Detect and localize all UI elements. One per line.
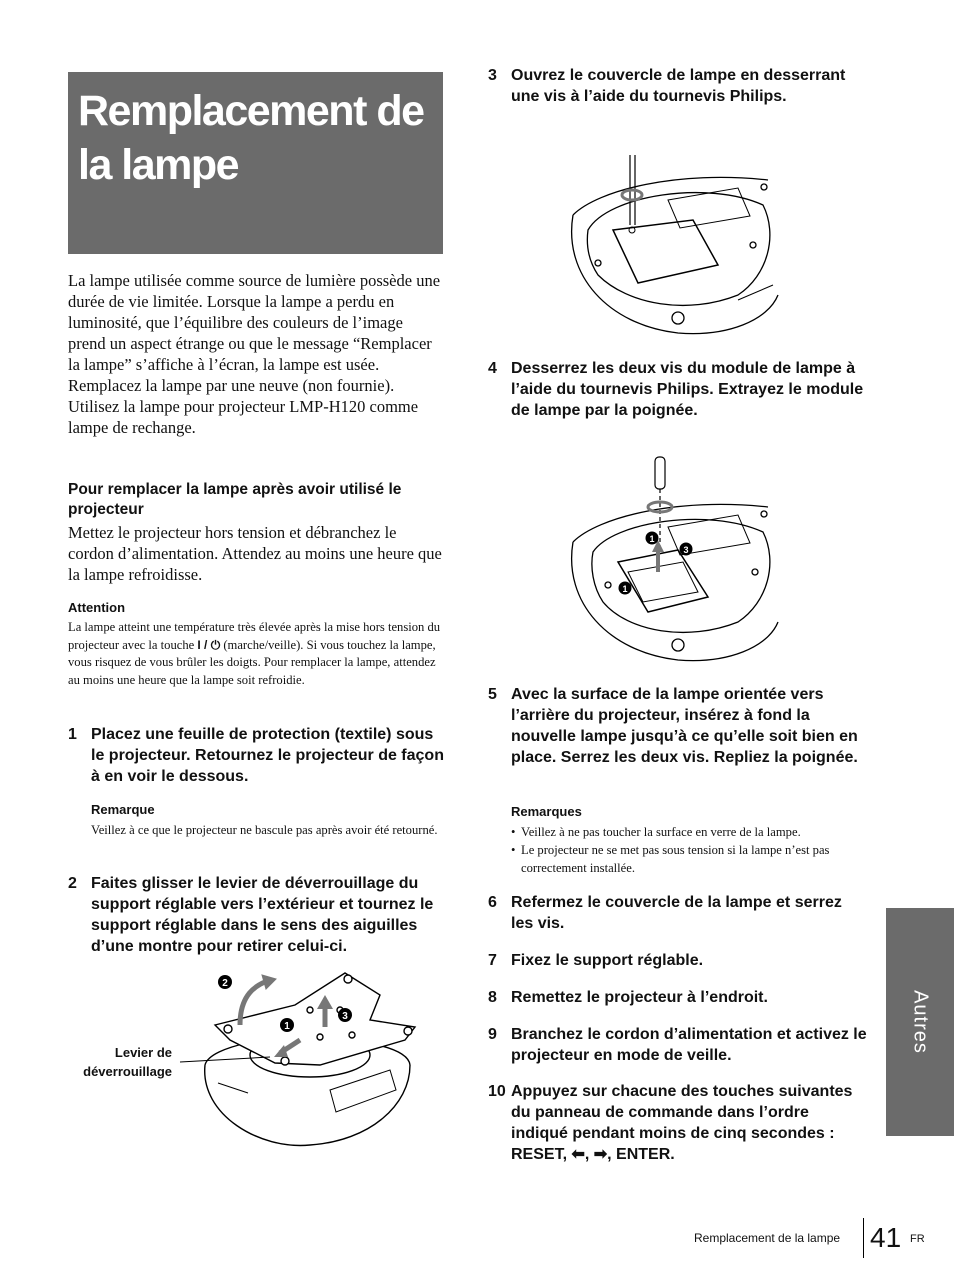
- attention-heading: Attention: [68, 600, 126, 615]
- marker-3: [338, 1008, 352, 1022]
- adjustable-stand: [215, 973, 415, 1065]
- svg-text:3: 3: [683, 545, 689, 555]
- step-3: [488, 65, 868, 107]
- svg-text:2: 2: [222, 978, 228, 989]
- marker-2: [218, 975, 232, 989]
- figure-lamp-module: [568, 452, 783, 667]
- notes-list: [511, 823, 866, 877]
- power-key-symbol: I / ⏻: [197, 637, 221, 652]
- intro-text-2: Utilisez la lampe pour projecteur LMP-H120 comme lampe de rechange.: [68, 397, 419, 437]
- footer-divider: [863, 1218, 864, 1258]
- step-5: [488, 684, 868, 768]
- step-text: Remettez le projecteur à l’endroit.: [511, 989, 768, 1006]
- page-number: 41: [870, 1222, 902, 1253]
- lamp-module: [618, 550, 708, 612]
- step-number: 10: [488, 1083, 506, 1100]
- subsection-heading: Pour remplacer la lampe après avoir utilisé le projecteur: [68, 481, 402, 518]
- step-number: 5: [488, 686, 497, 703]
- attention-text-part-2: (marche/veille). Si vous touchez la lampe, vous risquez de vous brûler les doigts. Pour remplacer la lampe, attendez au moins une heure que la lampe soit refroidie.: [68, 637, 436, 687]
- svg-text:1: 1: [622, 584, 628, 594]
- step-2: [68, 873, 450, 957]
- step-8: [488, 987, 868, 1008]
- footer-section-title: Remplacement de la lampe: [694, 1231, 841, 1245]
- notes-heading: Remarques: [511, 804, 582, 819]
- step-10: [488, 1081, 868, 1165]
- intro-paragraph: [68, 270, 444, 438]
- figure-stand-removal: [170, 965, 440, 1160]
- marker-1-top: [646, 532, 659, 545]
- step-number: 9: [488, 1026, 497, 1043]
- title-banner: [68, 72, 443, 254]
- svg-text:3: 3: [342, 1011, 348, 1022]
- step-number: 2: [68, 875, 77, 892]
- page-title: Remplacement de la lampe: [78, 87, 424, 189]
- svg-text:1: 1: [284, 1021, 290, 1032]
- step-4: [488, 358, 868, 421]
- step-text: Desserrez les deux vis du module de lampe à l’aide du tournevis Philips. Extrayez le module de lampe par la poignée.: [511, 360, 864, 419]
- marker-1-bottom: [619, 582, 632, 595]
- step-text: Refermez le couvercle de la lampe et serrez les vis.: [511, 894, 842, 932]
- figure-lamp-cover: [568, 155, 783, 345]
- subsection-text: Mettez le projecteur hors tension et débranchez le cordon d’alimentation. Attendez au moins une heure que la lampe refroidisse.: [68, 523, 442, 584]
- note-text: Veillez à ce que le projecteur ne bascule pas après avoir été retourné.: [91, 823, 438, 837]
- page-language: FR: [910, 1233, 925, 1245]
- step-1: [68, 724, 448, 787]
- intro-text: La lampe utilisée comme source de lumière possède une durée de vie limitée. Lorsque la lampe a perdu en luminosité, que l’équilibre des couleurs de l’image prend un aspect étrange ou que le message “Remplacer la lampe” s’affiche à l’écran, la lampe est usée. Remplacez la lampe par une neuve (non fournie).: [68, 271, 441, 395]
- step-text: Placez une feuille de protection (textile) sous le projecteur. Retournez le projecteur de façon à en voir le dessous.: [91, 726, 444, 785]
- step-text: Ouvrez le couvercle de lampe en desserrant une vis à l’aide du tournevis Philips.: [511, 67, 846, 105]
- screwdriver: [622, 155, 642, 233]
- step-number: 6: [488, 894, 497, 911]
- note-item: • Le projecteur ne se met pas sous tension si la lampe n’est pas correctement installée.: [511, 841, 866, 877]
- step-text: Faites glisser le levier de déverrouillage du support réglable vers l’extérieur et tournez le support réglable dans le sens des aiguilles d’une montre pour retirer celui-ci.: [91, 875, 434, 955]
- note-item: • Veillez à ne pas toucher la surface en verre de la lampe.: [511, 823, 866, 841]
- side-tab-label: Autres: [909, 990, 932, 1054]
- section-side-tab: [886, 908, 954, 1136]
- step-text: Avec la surface de la lampe orientée vers l’arrière du projecteur, insérez à fond la nouvelle lampe jusqu’à ce qu’elle soit bien en place. Serrez les deux vis. Repliez la poignée.: [511, 686, 858, 766]
- marker-3: [680, 543, 693, 556]
- step-text: Appuyez sur chacune des touches suivantes du panneau de commande dans l’ordre indiqué pendant moins de cinq secondes : RESET, ⬅, ➡, ENTER.: [511, 1083, 853, 1163]
- note-heading: Remarque: [91, 802, 155, 817]
- step-6: [488, 892, 868, 934]
- marker-1: [280, 1018, 294, 1032]
- svg-text:1: 1: [649, 534, 655, 544]
- step-number: 4: [488, 360, 497, 377]
- attention-text-part-1: La lampe atteint une température très élevée après la mise hors tension du projecteur avec la touche: [68, 620, 441, 652]
- projector-bottom-outline: [573, 177, 768, 215]
- figure-label-lever: Levier de déverrouillage: [83, 1045, 172, 1079]
- attention-text: [68, 619, 446, 689]
- step-number: 7: [488, 952, 497, 969]
- step-number: 1: [68, 726, 77, 743]
- step-number: 3: [488, 67, 497, 84]
- step-9: [488, 1024, 868, 1066]
- step-7: [488, 950, 868, 971]
- step-text: Branchez le cordon d’alimentation et activez le projecteur en mode de veille.: [511, 1026, 867, 1064]
- step-number: 8: [488, 989, 497, 1006]
- step-text: Fixez le support réglable.: [511, 952, 704, 969]
